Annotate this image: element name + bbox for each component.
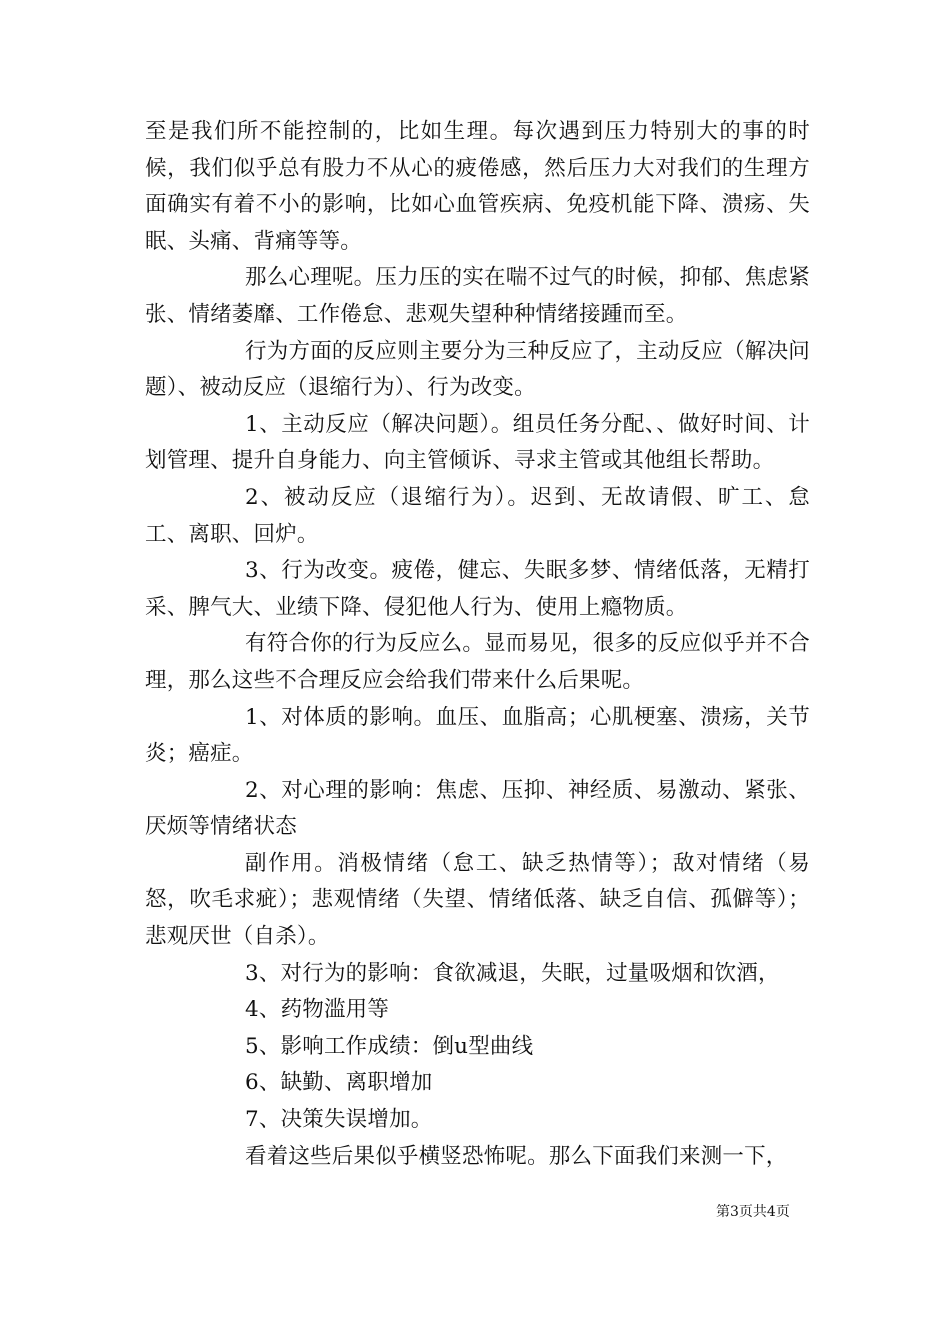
paragraph: 1、主动反应（解决问题）。组员任务分配、、做好时间、计划管理、提升自身能力、向主管倾诉、寻求主管或其他组长帮助。 [145,411,810,474]
paragraph: 3、对行为的影响：食欲减退，失眠，过量吸烟和饮酒， [245,960,780,986]
paragraph: 2、对心理的影响：焦虑、压抑、神经质、易激动、紧张、厌烦等情绪状态 [145,777,810,840]
paragraph: 4、药物滥用等 [245,997,390,1023]
paragraph: 6、缺勤、离职增加 [245,1070,433,1096]
paragraph: 有符合你的行为反应么。显而易见，很多的反应似乎并不合理，那么这些不合理反应会给我们带来什么后果呢。 [145,631,810,693]
paragraph: 5、影响工作成绩：倒u型曲线 [245,1033,534,1059]
paragraph: 至是我们所不能控制的，比如生理。每次遇到压力特别大的事的时候，我们似乎总有股力不从心的疲倦感，然后压力大对我们的生理方面确实有着不小的影响，比如心血管疾病、免疫机能下降、溃疡、失眠、头痛、背痛等等。 [145,119,810,254]
paragraph: 3、行为改变。疲倦，健忘、失眠多梦、情绪低落，无精打采、脾气大、业绩下降、侵犯他人行为、使用上瘾物质。 [145,558,810,620]
page-number: 第3页共4页 [716,1204,790,1220]
document-body [145,114,810,1175]
paragraph: 看着这些后果似乎横竖恐怖呢。那么下面我们来测一下， [245,1143,788,1169]
paragraph: 1、对体质的影响。血压、血脂高；心肌梗塞、溃疡，关节炎；癌症。 [145,704,810,767]
paragraph: 7、决策失误增加。 [245,1107,433,1133]
paragraph: 行为方面的反应则主要分为三种反应了，主动反应（解决问题）、被动反应（退缩行为）、行为改变。 [145,338,810,401]
paragraph: 那么心理呢。压力压的实在喘不过气的时候，抑郁、焦虑紧张、情绪萎靡、工作倦怠、悲观失望种种情绪接踵而至。 [145,265,810,327]
paragraph: 2、被动反应（退缩行为）。迟到、无故请假、旷工、怠工、离职、回炉。 [145,484,810,547]
paragraph: 副作用。消极情绪（怠工、缺乏热情等）；敌对情绪（易怒，吹毛求疵）；悲观情绪（失望、情绪低落、缺乏自信、孤僻等）；悲观厌世（自杀）。 [145,850,810,950]
